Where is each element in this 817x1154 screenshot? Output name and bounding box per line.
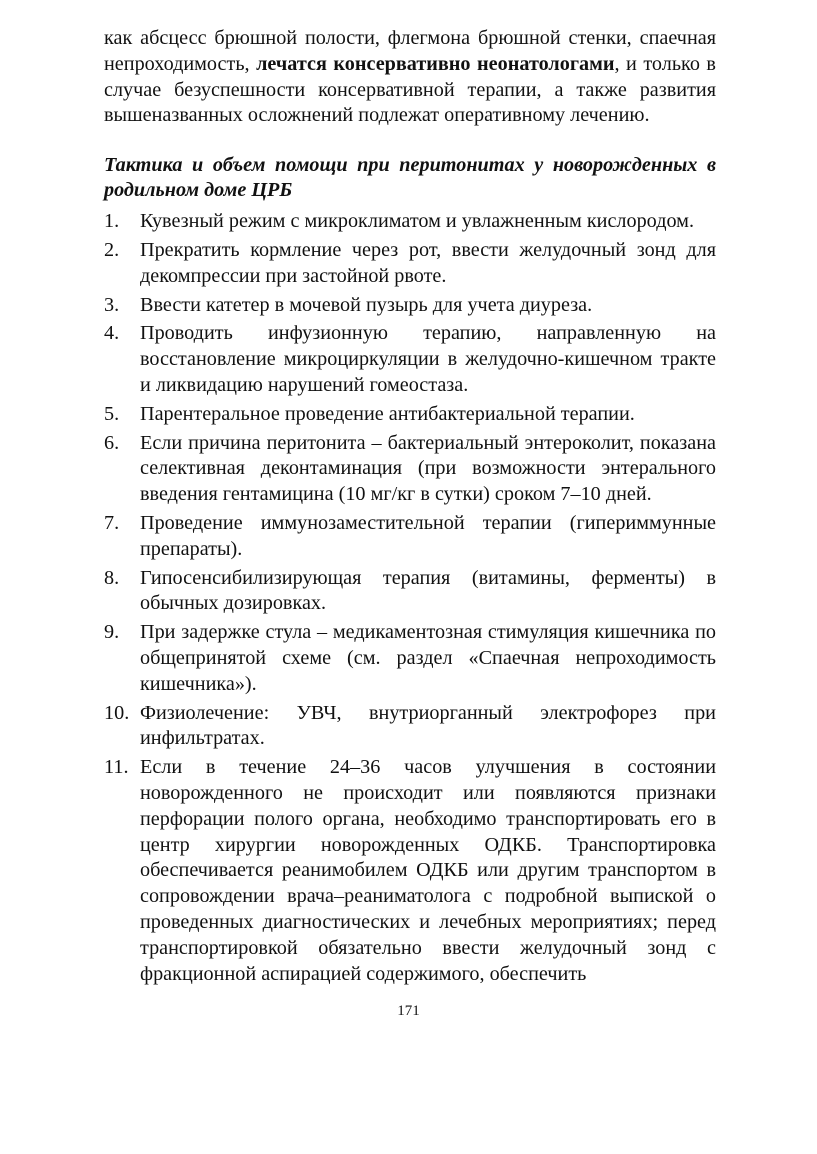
item-text: Проведение иммунозаместительной терапии (гипериммунные препараты).	[140, 511, 716, 560]
list-item	[104, 701, 716, 753]
list-item	[104, 566, 716, 618]
page-number: 171	[397, 1003, 420, 1019]
item-number: 11.	[104, 756, 129, 779]
item-number: 4.	[104, 322, 120, 345]
list-item	[104, 293, 716, 319]
item-text: Если причина перитонита – бактериальный энтероколит, показана селективная деконтаминация (при возможности энтерального введения гентамицина (10 мг/кг в сутки) сроком 7–10 дней.	[140, 431, 716, 506]
intro-text-end: , и только в случае безуспешности консервативной терапии, а также развития вышеназванных осложнений подлежат оперативному лечению.	[104, 52, 716, 127]
list-item	[104, 620, 716, 697]
list-item	[104, 431, 716, 508]
item-text: Гипосенсибилизирующая терапия (витамины, ферменты) в обычных дозировках.	[140, 566, 716, 615]
section-heading: Тактика и объем помощи при перитонитах у новорожденных в родильном доме ЦРБ	[104, 154, 716, 202]
item-text: Кувезный режим с микроклиматом и увлажненным кислородом.	[140, 210, 695, 233]
item-text: Если в течение 24–36 часов улучшения в состоянии новорожденного не происходит или появляются признаки перфорации полого органа, необходимо транспортировать его в центр хирургии новорожденных ОДКБ. Транспортировка обеспечивается реанимобилем ОДКБ или другим транспортом в сопровождении врача–реаниматолога с подробной выпиской о проведенных диагностических и лечебных мероприятиях; перед транспортировкой обязательно ввести желудочный зонд с фракционной аспирацией содержимого, обеспечить	[140, 756, 716, 985]
list-item	[104, 321, 716, 398]
item-number: 1.	[104, 210, 120, 233]
list-item	[104, 755, 716, 987]
item-text: Парентеральное проведение антибактериальной терапии.	[140, 402, 635, 425]
list-item	[104, 402, 716, 428]
intro-text-start: как абсцесс брюшной полости, флегмона брюшной стенки, спаечная непроходимость,	[104, 27, 716, 75]
item-text: При задержке стула – медикаментозная стимуляция кишечника по общепринятой схеме (см. раздел «Спаечная непроходимость кишечника»).	[140, 621, 716, 695]
item-number: 10.	[104, 701, 130, 724]
item-number: 2.	[104, 238, 120, 261]
intro-paragraph	[104, 26, 716, 129]
item-number: 3.	[104, 293, 120, 316]
item-number: 7.	[104, 511, 120, 534]
list-item	[104, 511, 716, 563]
intro-bold-phrase: лечатся консервативно неонатологами	[256, 52, 615, 75]
item-number: 6.	[104, 431, 120, 454]
item-text: Физиолечение: УВЧ, внутриорганный электрофорез при инфильтратах.	[140, 701, 716, 750]
item-number: 8.	[104, 566, 120, 589]
measures-list	[104, 209, 716, 987]
page-body	[104, 26, 716, 990]
item-number: 9.	[104, 621, 120, 644]
item-number: 5.	[104, 402, 120, 425]
item-text: Проводить инфузионную терапию, направленную на восстановление микроциркуляции в желудочно-кишечном тракте и ликвидацию нарушений гомеостаза.	[140, 322, 716, 396]
item-text: Прекратить кормление через рот, ввести желудочный зонд для декомпрессии при застойной рвоте.	[140, 238, 716, 287]
item-text: Ввести катетер в мочевой пузырь для учета диуреза.	[140, 293, 593, 316]
list-item	[104, 238, 716, 290]
list-item	[104, 209, 716, 235]
